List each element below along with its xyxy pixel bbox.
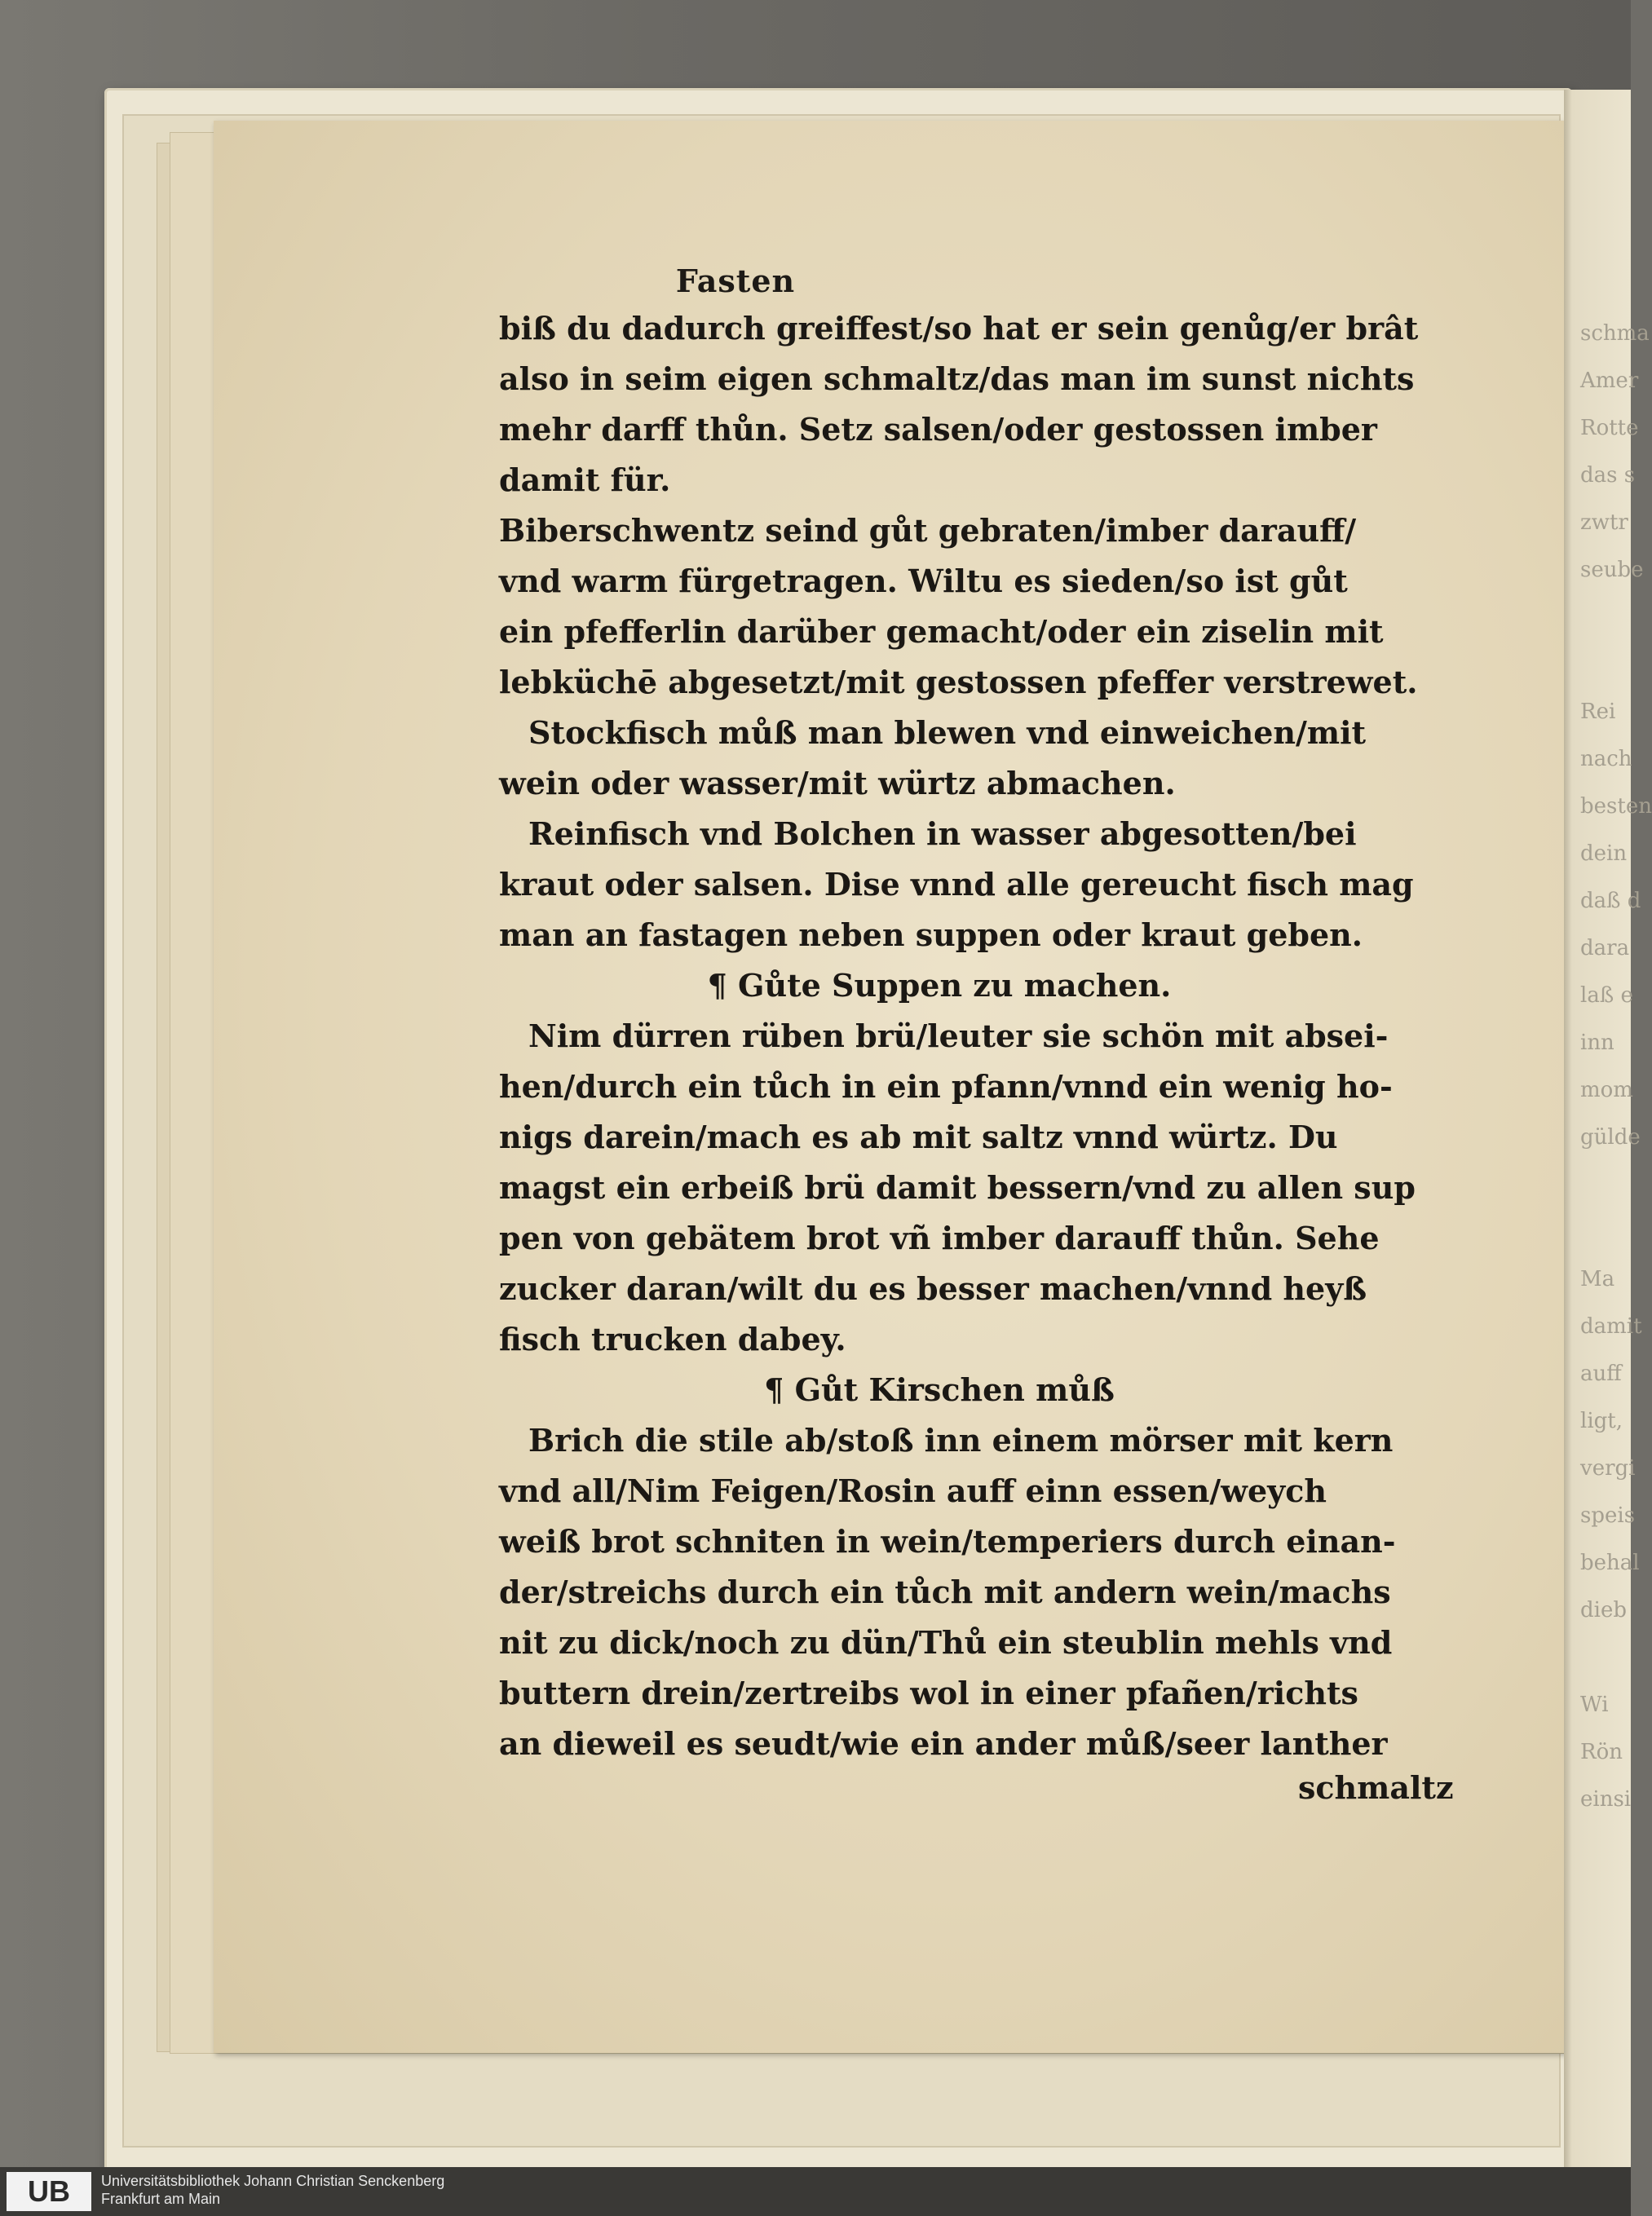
text-line: kraut oder salsen. Dise vnnd alle gereucht fisch mag bbox=[499, 866, 1414, 903]
catchword: schmaltz bbox=[1298, 1769, 1454, 1806]
facing-fragment: Wi bbox=[1580, 1693, 1609, 1717]
facing-fragment: Ma bbox=[1580, 1267, 1615, 1291]
text-line: Biberschwentz seind gůt gebraten/imber darauff/ bbox=[499, 512, 1357, 549]
text-line: an dieweil es seudt/wie ein ander můß/seer lanther bbox=[499, 1725, 1388, 1762]
text-line: der/streichs durch ein tůch mit andern wein/machs bbox=[499, 1574, 1391, 1610]
text-line: nit zu dick/noch zu dün/Thů ein steublin mehls vnd bbox=[499, 1624, 1393, 1661]
text-line: hen/durch ein tůch in ein pfann/vnnd ein wenig ho- bbox=[499, 1068, 1393, 1105]
facing-fragment: besten bbox=[1580, 794, 1652, 819]
facing-fragment: ligt, bbox=[1580, 1409, 1623, 1433]
facing-fragment bbox=[1580, 641, 1631, 688]
facing-fragment bbox=[1580, 1208, 1631, 1256]
text-line: vnd warm fürgetragen. Wiltu es sieden/so ist gůt bbox=[499, 563, 1348, 599]
institution-name: Universitätsbibliothek Johann Christian Senckenberg bbox=[101, 2173, 445, 2189]
institution-city: Frankfurt am Main bbox=[101, 2191, 221, 2207]
facing-fragment: laß e bbox=[1580, 983, 1633, 1008]
facing-fragment: zwtr bbox=[1580, 510, 1628, 535]
library-logo: UB bbox=[7, 2172, 91, 2211]
facing-fragment: auff bbox=[1580, 1362, 1622, 1386]
text-line: Reinfisch vnd Bolchen in wasser abgesotten/bei bbox=[528, 815, 1357, 852]
facing-fragment: daß d bbox=[1580, 889, 1641, 913]
facing-fragment: speis bbox=[1580, 1503, 1636, 1528]
text-line: pen von gebätem brot vñ imber darauff thůn. Sehe bbox=[499, 1220, 1380, 1256]
text-line: weiß brot schniten in wein/temperiers durch einan- bbox=[499, 1523, 1396, 1560]
facing-fragment: das s bbox=[1580, 463, 1636, 488]
text-line: vnd all/Nim Feigen/Rosin auff einn essen/weych bbox=[499, 1472, 1327, 1509]
text-line: also in seim eigen schmaltz/das man im sunst nichts bbox=[499, 360, 1415, 397]
text-line: zucker daran/wilt du es besser machen/vnnd heyß bbox=[499, 1270, 1367, 1307]
book-page bbox=[214, 121, 1567, 2053]
text-line: magst ein erbeiß brü damit bessern/vnd zu allen sup bbox=[499, 1169, 1416, 1206]
text-line: nigs darein/mach es ab mit saltz vnnd würtz. Du bbox=[499, 1119, 1338, 1155]
text-line: buttern drein/zertreibs wol in einer pfañen/richts bbox=[499, 1675, 1358, 1711]
text-line: mehr darff thůn. Setz salsen/oder gestossen imber bbox=[499, 411, 1377, 448]
text-line: fisch trucken dabey. bbox=[499, 1321, 846, 1357]
facing-fragment bbox=[1580, 1634, 1631, 1681]
facing-fragment: dieb bbox=[1580, 1598, 1627, 1622]
facing-fragment: mom bbox=[1580, 1078, 1633, 1102]
facing-fragment: damit bbox=[1580, 1314, 1642, 1339]
facing-fragment bbox=[1580, 1161, 1631, 1208]
facing-fragment: einsi bbox=[1580, 1787, 1632, 1812]
facing-fragment: dara bbox=[1580, 936, 1630, 960]
facing-fragment: Amer bbox=[1580, 369, 1639, 393]
text-line: Nim dürren rüben brü/leuter sie schön mit absei- bbox=[528, 1018, 1389, 1054]
facing-fragment: inn bbox=[1580, 1031, 1614, 1055]
facing-fragment: Rei bbox=[1580, 700, 1616, 724]
text-line: damit für. bbox=[499, 461, 671, 498]
text-line: man an fastagen neben suppen oder kraut geben. bbox=[499, 916, 1363, 953]
running-head: Fasten bbox=[675, 263, 796, 299]
facing-fragment bbox=[1580, 594, 1631, 641]
section-heading: ¶ Gůt Kirschen můß bbox=[764, 1371, 1115, 1408]
facing-fragment: gülde bbox=[1580, 1125, 1641, 1150]
text-line: Stockfisch můß man blewen vnd einweichen/mit bbox=[528, 714, 1367, 751]
facing-fragment: Rön bbox=[1580, 1740, 1623, 1764]
section-heading: ¶ Gůte Suppen zu machen. bbox=[707, 967, 1172, 1004]
text-lines bbox=[499, 303, 1526, 1769]
text-line: wein oder wasser/mit würtz abmachen. bbox=[499, 765, 1176, 801]
text-line: lebküchē abgesetzt/mit gestossen pfeffer verstrewet. bbox=[499, 664, 1418, 700]
text-line: biß du dadurch greiffest/so hat er sein genůg/er brât bbox=[499, 310, 1419, 347]
text-line: Brich die stile ab/stoß inn einem mörser mit kern bbox=[528, 1422, 1394, 1459]
text-line: ein pfefferlin darüber gemacht/oder ein ziselin mit bbox=[499, 613, 1384, 650]
facing-fragment: Rotte bbox=[1580, 416, 1639, 440]
facing-fragment: dein bbox=[1580, 841, 1628, 866]
facing-fragment: seube bbox=[1580, 558, 1644, 582]
facing-fragment: schma bbox=[1580, 321, 1650, 346]
institution-credit bbox=[101, 2172, 444, 2208]
facing-fragment: nach bbox=[1580, 747, 1632, 771]
facing-fragment: behal bbox=[1580, 1551, 1640, 1575]
facing-fragment: vergi bbox=[1580, 1456, 1636, 1481]
facing-page-text bbox=[1580, 310, 1652, 1823]
